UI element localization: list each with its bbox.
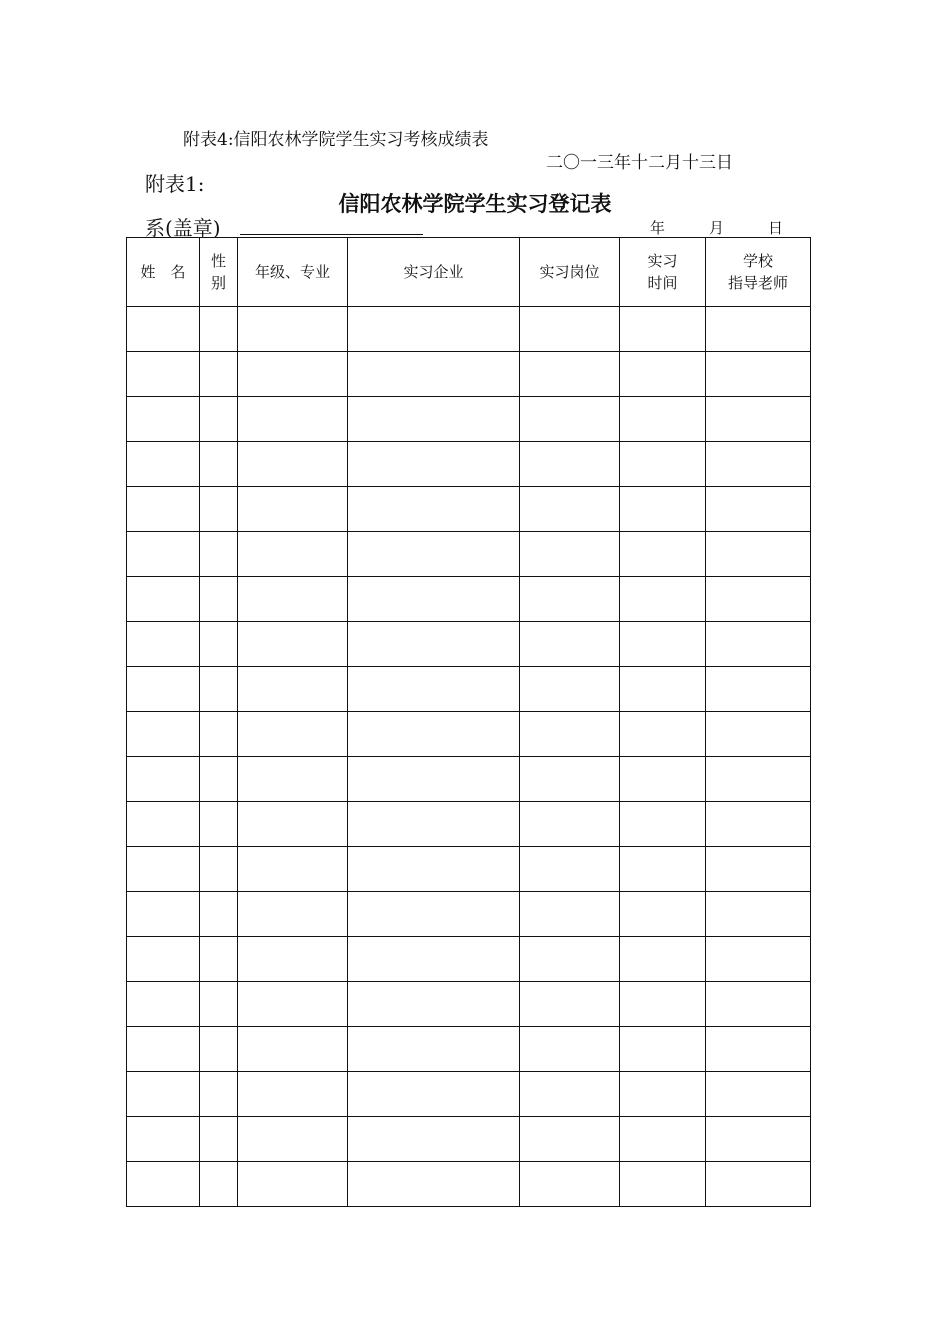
table-cell[interactable] — [706, 442, 811, 487]
table-cell[interactable] — [520, 847, 620, 892]
table-cell[interactable] — [348, 487, 520, 532]
header-line: 别 — [210, 274, 226, 292]
table-cell[interactable] — [127, 352, 200, 397]
table-cell[interactable] — [706, 712, 811, 757]
form-title: 信阳农林学院学生实习登记表 — [338, 192, 612, 216]
table-cell[interactable] — [200, 982, 238, 1027]
table-cell[interactable] — [238, 937, 348, 982]
table-cell[interactable] — [127, 1162, 200, 1207]
table-cell[interactable] — [127, 487, 200, 532]
table-cell[interactable] — [238, 757, 348, 802]
table-cell[interactable] — [127, 892, 200, 937]
table-cell[interactable] — [620, 532, 706, 577]
table-cell[interactable] — [127, 622, 200, 667]
header-period — [620, 238, 706, 307]
document-date: 二〇一三年十二月十三日 — [546, 153, 733, 173]
table-cell[interactable] — [127, 307, 200, 352]
table-row — [127, 1117, 811, 1162]
department-fill-line[interactable] — [240, 234, 423, 235]
table-cell[interactable] — [200, 667, 238, 712]
table-cell[interactable] — [520, 352, 620, 397]
table-cell[interactable] — [706, 982, 811, 1027]
table-row — [127, 667, 811, 712]
table-cell[interactable] — [200, 397, 238, 442]
header-company — [348, 238, 520, 307]
header-grade-major — [238, 238, 348, 307]
table-cell[interactable] — [200, 802, 238, 847]
table-cell[interactable] — [620, 892, 706, 937]
table-cell[interactable] — [620, 1117, 706, 1162]
table-cell[interactable] — [127, 532, 200, 577]
table-row — [127, 487, 811, 532]
table-cell[interactable] — [348, 982, 520, 1027]
table-row — [127, 757, 811, 802]
table-cell[interactable] — [348, 532, 520, 577]
table-cell[interactable] — [238, 1072, 348, 1117]
table-row — [127, 1027, 811, 1072]
table-row — [127, 802, 811, 847]
table-cell[interactable] — [520, 442, 620, 487]
table-body — [127, 307, 811, 1207]
table-cell[interactable] — [127, 667, 200, 712]
table-cell[interactable] — [238, 307, 348, 352]
table-cell[interactable] — [520, 982, 620, 1027]
table-cell[interactable] — [127, 577, 200, 622]
table-cell[interactable] — [520, 1117, 620, 1162]
table-cell[interactable] — [348, 1117, 520, 1162]
table-cell[interactable] — [706, 1117, 811, 1162]
table-cell[interactable] — [348, 442, 520, 487]
table-row — [127, 1162, 811, 1207]
table-cell[interactable] — [348, 892, 520, 937]
table-cell[interactable] — [348, 937, 520, 982]
table-cell[interactable] — [238, 487, 348, 532]
table-cell[interactable] — [706, 1162, 811, 1207]
table-cell[interactable] — [520, 757, 620, 802]
table-cell[interactable] — [348, 757, 520, 802]
department-seal-label: 系(盖章) — [145, 216, 221, 240]
table-row — [127, 352, 811, 397]
date-day-label: 日 — [768, 219, 784, 237]
table-cell[interactable] — [520, 667, 620, 712]
table-cell[interactable] — [348, 577, 520, 622]
table-cell[interactable] — [348, 667, 520, 712]
table-cell[interactable] — [520, 487, 620, 532]
table-cell[interactable] — [200, 712, 238, 757]
table-row — [127, 577, 811, 622]
table-row — [127, 1072, 811, 1117]
table-cell[interactable] — [200, 892, 238, 937]
table-cell[interactable] — [238, 667, 348, 712]
table-cell[interactable] — [520, 397, 620, 442]
table-cell[interactable] — [127, 757, 200, 802]
table-cell[interactable] — [238, 577, 348, 622]
table-cell[interactable] — [520, 577, 620, 622]
table-cell[interactable] — [348, 307, 520, 352]
table-cell[interactable] — [520, 1162, 620, 1207]
table-cell[interactable] — [200, 487, 238, 532]
table-cell[interactable] — [127, 1117, 200, 1162]
table-cell[interactable] — [520, 892, 620, 937]
table-cell[interactable] — [520, 307, 620, 352]
table-cell[interactable] — [520, 712, 620, 757]
table-cell[interactable] — [620, 1027, 706, 1072]
table-cell[interactable] — [238, 847, 348, 892]
date-year-label: 年 — [650, 219, 666, 237]
header-name — [127, 238, 200, 307]
header-line: 年级、专业 — [254, 263, 330, 281]
table-cell[interactable] — [706, 667, 811, 712]
table-cell[interactable] — [200, 442, 238, 487]
table-cell[interactable] — [706, 937, 811, 982]
table-cell[interactable] — [238, 622, 348, 667]
table-cell[interactable] — [706, 1027, 811, 1072]
table-cell[interactable] — [520, 1027, 620, 1072]
table-cell[interactable] — [238, 1162, 348, 1207]
table-cell[interactable] — [200, 1027, 238, 1072]
table-cell[interactable] — [127, 442, 200, 487]
table-cell[interactable] — [620, 442, 706, 487]
header-line: 指导老师 — [727, 274, 788, 292]
table-cell[interactable] — [238, 892, 348, 937]
table-header-row — [127, 238, 811, 307]
table-cell[interactable] — [200, 622, 238, 667]
table-cell[interactable] — [238, 352, 348, 397]
table-cell[interactable] — [620, 307, 706, 352]
table-cell[interactable] — [200, 1072, 238, 1117]
table-cell[interactable] — [200, 847, 238, 892]
annex1-label: 附表1: — [145, 172, 205, 196]
table-cell[interactable] — [520, 532, 620, 577]
table-row — [127, 442, 811, 487]
annex4-heading: 附表4:信阳农林学院学生实习考核成绩表 — [183, 130, 489, 150]
table-cell[interactable] — [348, 622, 520, 667]
table-cell[interactable] — [127, 982, 200, 1027]
table-cell[interactable] — [706, 307, 811, 352]
table-cell[interactable] — [620, 397, 706, 442]
header-gender — [200, 238, 238, 307]
header-line: 实习岗位 — [539, 263, 600, 281]
table-cell[interactable] — [620, 712, 706, 757]
table-cell[interactable] — [238, 1027, 348, 1072]
table-cell[interactable] — [127, 1072, 200, 1117]
table-row — [127, 712, 811, 757]
table-cell[interactable] — [348, 1072, 520, 1117]
table-cell[interactable] — [620, 847, 706, 892]
header-line: 实习企业 — [403, 263, 464, 281]
table-cell[interactable] — [620, 757, 706, 802]
table-row — [127, 892, 811, 937]
header-line: 实习 — [647, 252, 678, 270]
table-cell[interactable] — [238, 712, 348, 757]
table-cell[interactable] — [520, 622, 620, 667]
table-cell[interactable] — [348, 352, 520, 397]
table-row — [127, 982, 811, 1027]
table-cell[interactable] — [706, 892, 811, 937]
header-line: 姓 名 — [140, 263, 186, 281]
table-cell[interactable] — [200, 532, 238, 577]
table-cell[interactable] — [127, 937, 200, 982]
date-month-label: 月 — [709, 219, 725, 237]
registration-table — [126, 237, 811, 1207]
table-cell[interactable] — [200, 1162, 238, 1207]
table-cell[interactable] — [200, 937, 238, 982]
table-row — [127, 937, 811, 982]
table-cell[interactable] — [348, 397, 520, 442]
table-cell[interactable] — [620, 937, 706, 982]
table-cell[interactable] — [706, 757, 811, 802]
table-cell[interactable] — [620, 487, 706, 532]
table-cell[interactable] — [520, 937, 620, 982]
table-cell[interactable] — [348, 712, 520, 757]
table-cell[interactable] — [706, 802, 811, 847]
table-cell[interactable] — [620, 802, 706, 847]
table-cell[interactable] — [238, 982, 348, 1027]
table-cell[interactable] — [520, 802, 620, 847]
header-advisor — [706, 238, 811, 307]
header-position — [520, 238, 620, 307]
table-cell[interactable] — [348, 847, 520, 892]
table-row — [127, 622, 811, 667]
table-cell[interactable] — [620, 1162, 706, 1207]
table-cell[interactable] — [127, 712, 200, 757]
table-cell[interactable] — [706, 622, 811, 667]
table-cell[interactable] — [200, 307, 238, 352]
table-cell[interactable] — [127, 847, 200, 892]
table-cell[interactable] — [620, 982, 706, 1027]
table-cell[interactable] — [127, 1027, 200, 1072]
table-cell[interactable] — [706, 487, 811, 532]
table-cell[interactable] — [200, 757, 238, 802]
table-cell[interactable] — [348, 1162, 520, 1207]
table-cell[interactable] — [706, 847, 811, 892]
header-line: 时间 — [647, 274, 678, 292]
table-cell[interactable] — [200, 352, 238, 397]
table-cell[interactable] — [348, 802, 520, 847]
header-line: 学校 — [742, 252, 773, 270]
table-row — [127, 397, 811, 442]
table-cell[interactable] — [520, 1072, 620, 1117]
table-row — [127, 847, 811, 892]
header-line: 性 — [210, 252, 226, 270]
table-cell[interactable] — [620, 622, 706, 667]
table-cell[interactable] — [238, 397, 348, 442]
table-cell[interactable] — [620, 577, 706, 622]
table-row — [127, 532, 811, 577]
table-cell[interactable] — [200, 1117, 238, 1162]
table-cell[interactable] — [238, 532, 348, 577]
table-cell[interactable] — [238, 442, 348, 487]
table-cell[interactable] — [620, 1072, 706, 1117]
table-cell[interactable] — [706, 532, 811, 577]
table-row — [127, 307, 811, 352]
table-cell[interactable] — [238, 1117, 348, 1162]
table-cell[interactable] — [706, 397, 811, 442]
table-cell[interactable] — [200, 577, 238, 622]
table-cell[interactable] — [706, 1072, 811, 1117]
table-cell[interactable] — [127, 802, 200, 847]
table-cell[interactable] — [127, 397, 200, 442]
table-cell[interactable] — [238, 802, 348, 847]
table-cell[interactable] — [620, 667, 706, 712]
table-cell[interactable] — [706, 577, 811, 622]
table-cell[interactable] — [348, 1027, 520, 1072]
table-cell[interactable] — [706, 352, 811, 397]
table-cell[interactable] — [620, 352, 706, 397]
